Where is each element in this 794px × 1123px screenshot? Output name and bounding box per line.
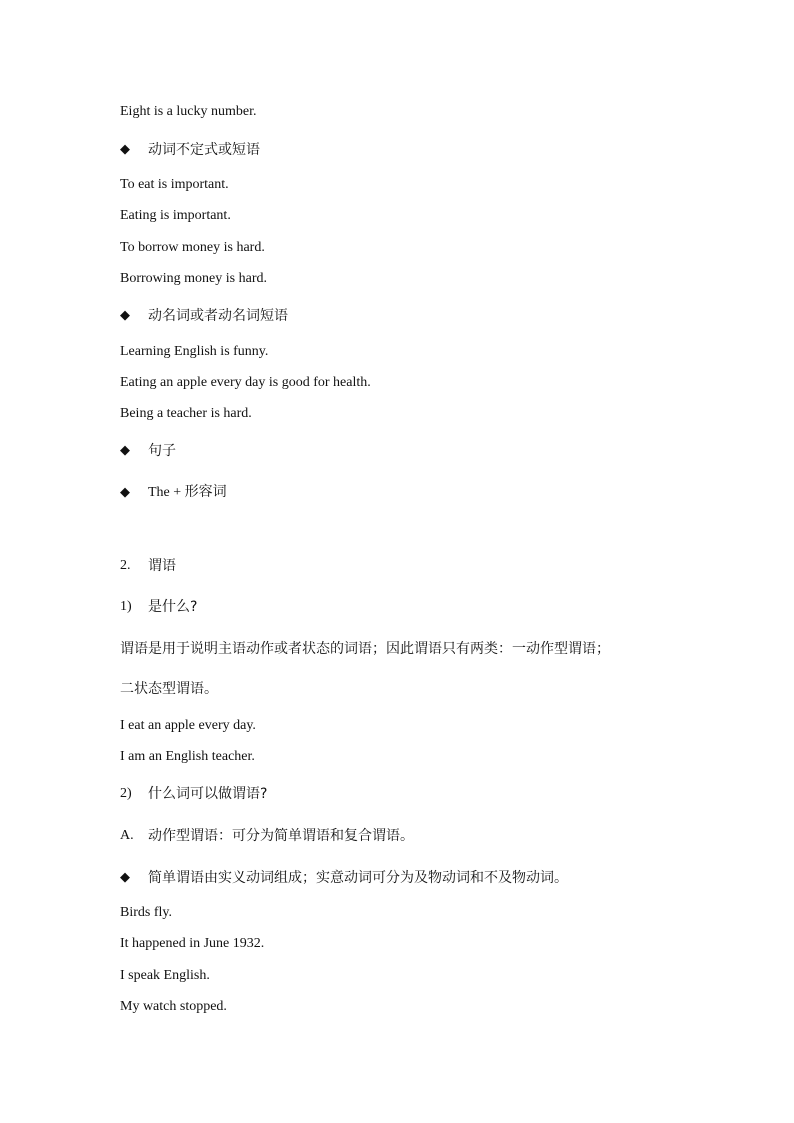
item-letter: A. [120,828,134,843]
example-sentence: Being a teacher is hard. [120,406,252,421]
example-sentence: My watch stopped. [120,999,227,1014]
question-number: 1) [120,599,132,614]
paragraph: 二状态型谓语。 [120,681,218,697]
bullet-heading: 动名词或者动名词短语 [148,308,288,324]
bullet-heading: 句子 [148,443,176,459]
example-sentence: Eating is important. [120,208,231,223]
paragraph: 谓语是用于说明主语动作或者状态的词语；因此谓语只有两类：一动作型谓语； [120,641,610,657]
section-title: 谓语 [148,558,176,574]
example-sentence: I eat an apple every day. [120,718,256,733]
example-sentence: I am an English teacher. [120,749,255,764]
question-title: 是什么? [148,599,198,615]
example-sentence: To eat is important. [120,177,229,192]
question-number: 2) [120,786,132,801]
example-sentence: Eight is a lucky number. [120,104,257,119]
example-sentence: Birds fly. [120,905,172,920]
question-title: 什么词可以做谓语? [148,786,268,802]
black-diamond-icon: ◆ [120,485,130,500]
black-diamond-icon: ◆ [120,870,130,885]
example-sentence: It happened in June 1932. [120,936,265,951]
bullet-heading: 动词不定式或短语 [148,142,260,158]
example-sentence: To borrow money is hard. [120,240,265,255]
black-diamond-icon: ◆ [120,443,130,458]
example-sentence: Learning English is funny. [120,344,269,359]
example-sentence: I speak English. [120,968,210,983]
bullet-heading: 简单谓语由实义动词组成；实意动词可分为及物动词和不及物动词。 [148,870,568,886]
black-diamond-icon: ◆ [120,308,130,323]
example-sentence: Eating an apple every day is good for health. [120,375,371,390]
item-title: 动作型谓语：可分为简单谓语和复合谓语。 [148,828,414,844]
black-diamond-icon: ◆ [120,142,130,157]
example-sentence: Borrowing money is hard. [120,271,267,286]
bullet-heading: The + 形容词 [148,485,227,500]
section-number: 2. [120,558,131,573]
